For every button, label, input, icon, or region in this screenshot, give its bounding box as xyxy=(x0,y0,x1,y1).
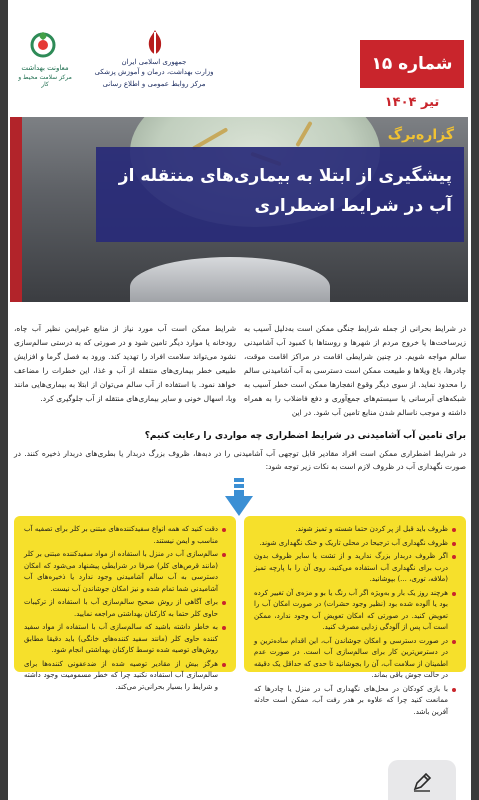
question-heading: برای تامین آب آشامیدنی در شرایط اضطراری چه مواردی را رعایت کنیم؟ xyxy=(144,431,466,441)
report-tag: گزاره‌برگ xyxy=(387,127,454,143)
hero-red-strip xyxy=(10,117,22,302)
title-line-1: پیشگیری از ابتلا به بیماری‌های منتقله از xyxy=(118,166,452,186)
left-frame-bar xyxy=(0,0,8,800)
ministry-logo xyxy=(94,28,214,98)
tip-item: ظروف باید قبل از پر کردن حتما شسته و تمیز شوند. xyxy=(254,524,456,536)
health-logo-line1: معاونت بهداشت xyxy=(21,64,69,72)
tip-item: به خاطر داشته باشید که سالم‌سازی آب با استفاده از مواد سفید کننده حاوی کلر (مانند سفید کننده‌های خانگی) باید دقیقا مطابق روش‌های توصیه شده توسط کارکنان بهداشتی انجام شود. xyxy=(24,622,226,657)
water-pot-image xyxy=(130,257,330,302)
pencil-icon xyxy=(411,771,433,793)
down-arrow-icon xyxy=(225,478,253,518)
title-line-2: آب در شرایط اضطراری xyxy=(254,196,452,216)
tip-item: هرگز بیش از مقادیر توصیه شده از ضدعفونی کننده‌ها برای سالم‌سازی آب استفاده نکنید چرا که خطر مسمومیت وجود داشته و شرایط را بسیار بحرانی‌تر می‌کند. xyxy=(24,659,226,694)
intro-right-column: در شرایط بحرانی از جمله شرایط جنگی ممکن است به‌دلیل آسیب به زیرساخت‌ها یا خروج مردم از شهرها و روستاها با کمبود آب آشامیدنی سالم مواجه شویم. در چنین شرایطی اقامت در مراکز اقامت موقت، چادرها، باغ ویلاها و طبیعت ممکن است دسترسی به آب آشامیدنی سالم را محدود نماید. از سوی دیگر وقوع انفجارها ممکن است خطر آسیب به شبکه‌های آبرسانی یا سیستم‌های جمع‌آوری و دفع فاضلاب را به همراه داشته و موجب ناسالم شدن منابع تامین آب شود. در این xyxy=(244,324,466,417)
hero-banner xyxy=(10,117,468,302)
tip-item: برای آگاهی از روش صحیح سالم‌سازی آب با استفاده از ترکیبات حاوی کلر حتما به کارکنان بهداشتی مراجعه نمایید. xyxy=(24,597,226,620)
health-leaf-icon xyxy=(28,30,58,60)
edit-button[interactable] xyxy=(388,760,456,800)
tip-item: ظروف نگهداری آب ترجیحا در محلی تاریک و خنک نگهداری شوند. xyxy=(254,538,456,550)
iran-emblem-icon xyxy=(142,28,168,56)
ministry-line3: مرکز روابط عمومی و اطلاع رسانی xyxy=(102,80,206,88)
tips-card-right xyxy=(244,516,466,716)
question-body: در شرایط اضطراری ممکن است افراد مقادیر قابل توجهی آب آشامیدنی را در دبه‌ها، ظروف بزرگ دربدار یا بطری‌های دربدار ذخیره کنند. در صورت نگهداری آب در ظروف لازم است به نکات زیر توجه شود: xyxy=(14,449,466,471)
ministry-line1: جمهوری اسلامی ایران xyxy=(121,58,187,66)
tip-item: در صورت دسترسی و امکان جوشاندن آب، این اقدام ساده‌ترین و در دسترس‌ترین کار برای سالم‌سازی آب است. در صورت عدم اطمینان از سلامت آب، آن را بجوشانید تا حدی که حداقل یک دقیقه در حالت جوش باقی بماند. xyxy=(254,636,456,682)
title-box xyxy=(96,147,464,242)
intro-left-column: شرایط ممکن است آب مورد نیاز از منابع غیرایمن نظیر آب چاه، رودخانه یا موارد دیگر تامین شود و در صورتی که به درستی سالم‌سازی نشود می‌تواند سلامت افراد را تهدید کند. ورود به فصل گرما و افزایش طبیعی خطر بیماری‌های منتقله از آب و غذا، این خطرات را مضاعف خواهد نمود. با استفاده از آب سالم می‌توان از ابتلا به بیماری‌هایی مانند وبا، اسهال خونی و سایر بیماری‌های منتقله از آب جلوگیری کرد. xyxy=(14,324,236,403)
ministry-line2: وزارت بهداشت، درمان و آموزش پزشکی xyxy=(94,68,214,76)
issue-date: تیر ۱۴۰۴ xyxy=(384,95,440,110)
tips-card-left xyxy=(14,516,236,691)
right-frame-bar xyxy=(471,0,479,800)
tips-list-left xyxy=(24,524,226,693)
tip-item: سالم‌سازی آب در منزل با استفاده از مواد سفیدکننده مبتنی بر کلر (مانند قرص‌های کلر) صرفا در شرایطی پیشنهاد می‌شود که امکان دسترسی به آب سالم آشامیدنی وجود ندارد یا ذخیره‌های آب آشامیدنی شما تمام شده و نیز امکان جوشاندن آب نیست. xyxy=(24,549,226,595)
issue-number-badge: شماره ۱۵ xyxy=(360,40,464,88)
health-logo-line2: مرکز سلامت محیط و کار xyxy=(18,74,72,88)
tip-item: هرچند روز یک بار و به‌ویژه اگر آب رنگ یا بو و مزه‌ی آن تغییر کرده بود یا آلوده شده بود (نظیر وجود حشرات) در صورت امکان آب را تعویض کنید. در صورتی که امکان تعویض آب وجود ندارد، ممکن است آب پس از آلودگی زدایی مصرف کنید. xyxy=(254,588,456,634)
health-deputy-logo xyxy=(14,30,74,90)
tip-item: دقت کنید که همه انواع سفیدکننده‌های مبتنی بر کلر برای تصفیه آب مناسب و ایمن نیستند. xyxy=(24,524,226,547)
tip-item: اگر ظروف دربدار بزرگ ندارید و از تشت یا سایر ظروف بدون درب برای نگهداری آب استفاده می‌کنید، روی آن را با پارچه تمیز (ملافه، توری، ...) بپوشانید. xyxy=(254,551,456,586)
tip-item: با بازی کودکان در محل‌های نگهداری آب در منزل یا چادرها که ممانعت کنید چرا که علاوه بر هدر رفت آب، ممکن است حادثه آفرین باشد. xyxy=(254,684,456,719)
tips-list-right xyxy=(254,524,456,718)
